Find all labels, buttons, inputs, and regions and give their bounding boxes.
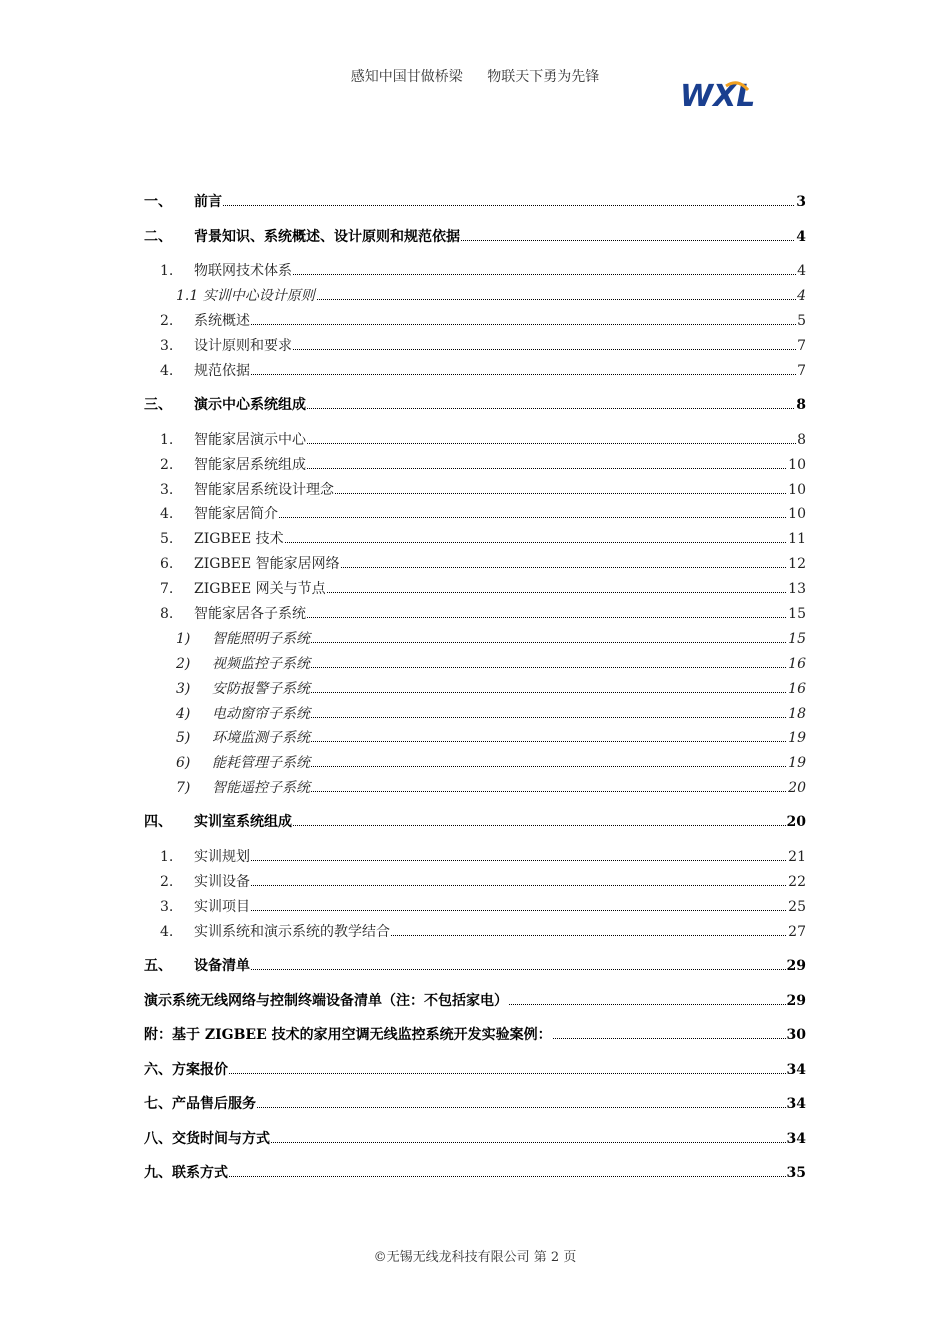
toc-entry-title: 六、方案报价 <box>144 1062 228 1078</box>
toc-entry-page: 19 <box>788 730 806 746</box>
toc-entry-title: 规范依据 <box>194 363 250 379</box>
toc-entry-title: 物联网技术体系 <box>194 263 292 279</box>
toc-entry-page: 15 <box>788 631 806 647</box>
toc-entry[interactable] <box>0 808 950 830</box>
toc-entry[interactable] <box>0 675 950 697</box>
toc-entry[interactable] <box>0 575 950 597</box>
toc-entry-title: 演示中心系统组成 <box>194 397 306 413</box>
toc-entry-number: 1) <box>176 631 191 647</box>
toc-entry[interactable] <box>0 600 950 622</box>
toc-entry-page: 34 <box>786 1062 806 1078</box>
toc-entry-number: 4) <box>176 706 191 722</box>
toc-entry[interactable] <box>0 868 950 890</box>
toc-entry-number: 6) <box>176 755 191 771</box>
toc-entry[interactable] <box>0 391 950 413</box>
toc-entry-title: ZIGBEE 技术 <box>194 531 284 547</box>
toc-entry-number: 4. <box>160 363 174 379</box>
toc-leader-dots <box>194 205 800 206</box>
toc-entry-number: 7) <box>176 780 191 796</box>
toc-entry-number: 3) <box>176 681 191 697</box>
toc-leader-dots <box>144 1176 800 1177</box>
toc-entry[interactable] <box>0 451 950 473</box>
toc-leader-dots <box>144 1073 800 1074</box>
toc-entry-page: 21 <box>788 849 806 865</box>
toc-entry-number: 一、 <box>144 194 172 210</box>
toc-entry[interactable] <box>0 843 950 865</box>
toc-entry[interactable] <box>0 724 950 746</box>
toc-entry[interactable] <box>0 625 950 647</box>
toc-entry[interactable] <box>0 1056 950 1078</box>
toc-leader-dots <box>194 910 800 911</box>
toc-entry-number: 3. <box>160 899 174 915</box>
toc-entry[interactable] <box>0 774 950 796</box>
toc-entry[interactable] <box>0 500 950 522</box>
toc-entry-page: 3 <box>796 194 806 210</box>
toc-entry-title: ZIGBEE 智能家居网络 <box>194 556 340 572</box>
toc-entry-number: 四、 <box>144 814 172 830</box>
toc-entry-title: 智能照明子系统 <box>212 631 310 647</box>
toc-entry-page: 12 <box>788 556 806 572</box>
toc-leader-dots <box>194 969 800 970</box>
toc-entry-number: 3. <box>160 338 174 354</box>
toc-entry-title: 七、产品售后服务 <box>144 1096 256 1112</box>
toc-entry-page: 7 <box>797 338 806 354</box>
toc-entry-number: 8. <box>160 606 174 622</box>
toc-entry[interactable] <box>0 525 950 547</box>
toc-entry-number: 5) <box>176 730 191 746</box>
toc-entry-title: 附：基于 ZIGBEE 技术的家用空调无线监控系统开发实验案例： <box>144 1027 552 1043</box>
toc-entry-number: 6. <box>160 556 174 572</box>
logo-text: WXL <box>680 79 756 112</box>
toc-entry-title: 背景知识、系统概述、设计原则和规范依据 <box>194 229 460 245</box>
toc-entry-number: 7. <box>160 581 174 597</box>
toc-entry-title: 安防报警子系统 <box>212 681 310 697</box>
toc-entry-title: 前言 <box>194 194 222 210</box>
toc-entry-title: 视频监控子系统 <box>212 656 310 672</box>
toc-entry[interactable] <box>0 700 950 722</box>
toc-entry-page: 5 <box>797 313 806 329</box>
toc-entry-page: 4 <box>796 229 806 245</box>
toc-entry-page: 30 <box>786 1027 806 1043</box>
toc-entry-title: 电动窗帘子系统 <box>212 706 310 722</box>
toc-entry[interactable] <box>0 550 950 572</box>
toc-entry[interactable] <box>0 188 950 210</box>
toc-entry-page: 29 <box>786 993 806 1009</box>
toc-entry-number: 2. <box>160 313 174 329</box>
toc-entry-page: 18 <box>788 706 806 722</box>
toc-entry-number: 三、 <box>144 397 172 413</box>
toc-entry-number: 二、 <box>144 229 172 245</box>
toc-entry[interactable] <box>0 918 950 940</box>
toc-entry-number: 2. <box>160 457 174 473</box>
toc-entry-number: 1. <box>160 432 174 448</box>
toc-entry-title: 九、联系方式 <box>144 1165 228 1181</box>
toc-entry-page: 4 <box>797 288 806 304</box>
toc-entry[interactable] <box>0 749 950 771</box>
toc-entry-page: 34 <box>786 1131 806 1147</box>
page-footer: ©无锡无线龙科技有限公司 第 2 页 <box>373 1250 577 1265</box>
toc-entry-page: 29 <box>786 958 806 974</box>
toc-entry-page: 15 <box>788 606 806 622</box>
toc-entry-title: 智能家居系统设计理念 <box>194 482 334 498</box>
toc-entry-title: 系统概述 <box>194 313 250 329</box>
toc-entry[interactable] <box>0 1159 950 1181</box>
toc-leader-dots <box>194 517 800 518</box>
toc-entry-page: 27 <box>788 924 806 940</box>
toc-entry-page: 8 <box>796 397 806 413</box>
toc-leader-dots <box>194 860 800 861</box>
toc-entry-page: 20 <box>788 780 806 796</box>
toc-entry-page: 11 <box>788 531 806 547</box>
toc-entry-page: 16 <box>788 656 806 672</box>
toc-entry-number: 3. <box>160 482 174 498</box>
toc-entry-title: 演示系统无线网络与控制终端设备清单（注：不包括家电） <box>144 993 508 1009</box>
toc-entry-number: 4. <box>160 924 174 940</box>
toc-entry-title: ZIGBEE 网关与节点 <box>194 581 326 597</box>
toc-leader-dots <box>194 374 800 375</box>
toc-entry-page: 20 <box>786 814 806 830</box>
toc-entry-page: 22 <box>788 874 806 890</box>
toc-entry-page: 13 <box>788 581 806 597</box>
toc-entry[interactable] <box>0 357 950 379</box>
toc-entry-title: 设备清单 <box>194 958 250 974</box>
toc-entry-number: 五、 <box>144 958 172 974</box>
toc-entry[interactable] <box>0 282 950 304</box>
toc-entry[interactable] <box>0 307 950 329</box>
toc-entry[interactable] <box>0 1021 950 1043</box>
toc-entry-title: 能耗管理子系统 <box>212 755 310 771</box>
toc-entry-page: 8 <box>797 432 806 448</box>
toc-entry-number: 2) <box>176 656 191 672</box>
toc-entry[interactable] <box>0 952 950 974</box>
toc-entry[interactable] <box>0 1125 950 1147</box>
toc-entry-page: 10 <box>788 506 806 522</box>
toc-entry-title: 环境监测子系统 <box>212 730 310 746</box>
toc-leader-dots <box>194 324 800 325</box>
toc-leader-dots <box>194 885 800 886</box>
toc-entry-title: 智能家居系统组成 <box>194 457 306 473</box>
toc-entry-title: 实训项目 <box>194 899 250 915</box>
toc-entry[interactable] <box>0 223 950 245</box>
slogan-right: 物联天下勇为先锋 <box>487 69 600 85</box>
toc-entry-page: 25 <box>788 899 806 915</box>
toc-entry[interactable] <box>0 332 950 354</box>
toc-entry[interactable] <box>0 987 950 1009</box>
toc-entry-title: 实训室系统组成 <box>194 814 292 830</box>
toc-entry[interactable] <box>0 476 950 498</box>
toc-entry-page: 34 <box>786 1096 806 1112</box>
toc-entry-title: 智能家居演示中心 <box>194 432 306 448</box>
toc-leader-dots <box>194 542 800 543</box>
toc-entry-title: 实训设备 <box>194 874 250 890</box>
toc-entry-title: 实训系统和演示系统的教学结合 <box>194 924 390 940</box>
toc-entry-page: 35 <box>786 1165 806 1181</box>
toc-entry-number: 1. <box>160 263 174 279</box>
toc-entry[interactable] <box>0 1090 950 1112</box>
toc-entry-number: 1. <box>160 849 174 865</box>
toc-entry-title: 智能家居简介 <box>194 506 278 522</box>
toc-entry-page: 19 <box>788 755 806 771</box>
toc-entry-number: 2. <box>160 874 174 890</box>
toc-entry[interactable] <box>0 650 950 672</box>
toc-entry[interactable] <box>0 893 950 915</box>
toc-entry-page: 10 <box>788 482 806 498</box>
toc-entry[interactable] <box>0 426 950 448</box>
toc-entry-title: 智能家居各子系统 <box>194 606 306 622</box>
toc-entry-title: 实训规划 <box>194 849 250 865</box>
toc-entry-number: 5. <box>160 531 174 547</box>
toc-entry[interactable] <box>0 257 950 279</box>
toc-entry-page: 7 <box>797 363 806 379</box>
toc-entry-page: 10 <box>788 457 806 473</box>
toc-entry-title: 设计原则和要求 <box>194 338 292 354</box>
toc-entry-title: 智能遥控子系统 <box>212 780 310 796</box>
toc-entry-title: 八、交货时间与方式 <box>144 1131 270 1147</box>
slogan-left: 感知中国甘做桥梁 <box>350 69 463 85</box>
toc-entry-page: 16 <box>788 681 806 697</box>
toc-entry-number: 4. <box>160 506 174 522</box>
toc-entry-title: 1.1 实训中心设计原则 <box>176 288 315 304</box>
toc-entry-page: 4 <box>797 263 806 279</box>
